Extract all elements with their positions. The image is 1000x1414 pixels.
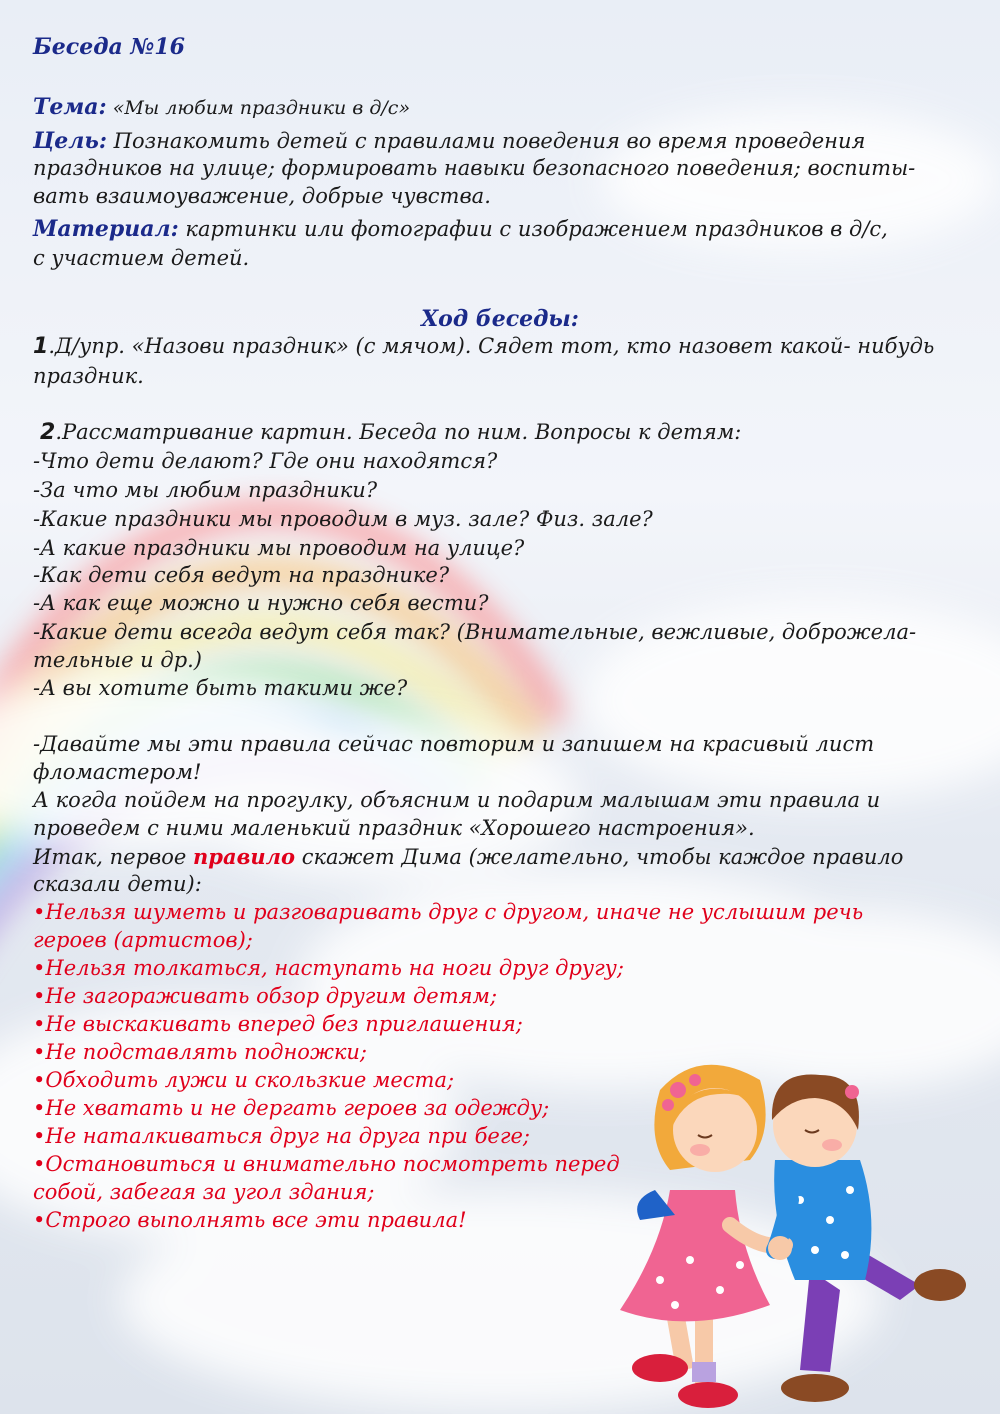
material-label: Материал: (33, 216, 179, 242)
conversation-title: Беседа №16 (33, 34, 185, 60)
goal-line-3: вать взаимоуважение, добрые чувства. (33, 184, 491, 208)
theme-label: Тема: (33, 94, 107, 120)
paragraph-line-1: -Давайте мы эти правила сейчас повторим и запишем на красивый лист (33, 732, 875, 756)
goal-line-1 (33, 130, 865, 152)
material-line-1 (33, 218, 888, 240)
bullet: • (33, 1124, 46, 1148)
step1-line-1 (33, 336, 934, 358)
step1-line-2: праздник. (33, 364, 144, 388)
rule-4: •Не выскакивать вперед без приглашения; (33, 1012, 523, 1036)
question-3: -Какие праздники мы проводим в муз. зале? Физ. зале? (33, 507, 653, 531)
question-1: -Что дети делают? Где они находятся? (33, 449, 498, 473)
rule-7: •Не хватать и не дергать героев за одежду; (33, 1096, 550, 1120)
question-7: -Какие дети всегда ведут себя так? (Внимательные, вежливые, доброжела- (33, 620, 917, 644)
bullet: • (33, 1012, 46, 1036)
bullet: • (33, 1208, 46, 1232)
paragraph-line-4: проведем с ними маленький праздник «Хорошего настроения». (33, 816, 755, 840)
paragraph-line-2: фломастером! (33, 760, 202, 784)
step2-text: .Рассматривание картин. Беседа по ним. Вопросы к детям: (55, 420, 742, 444)
theme-line (33, 96, 410, 118)
intro-line-2: сказали дети): (33, 872, 202, 896)
rule-9-cont: собой, забегая за угол здания; (33, 1180, 375, 1204)
goal-line-2: праздников на улице; формировать навыки безопасного поведения; воспиты- (33, 156, 916, 180)
step2-number: 2 (40, 420, 56, 445)
paragraph-line-3: А когда пойдем на прогулку, объясним и подарим малышам эти правила и (33, 788, 881, 812)
material-line-2: с участием детей. (33, 246, 250, 270)
rule-8: •Не наталкиваться друг на друга при беге; (33, 1124, 530, 1148)
question-2: -За что мы любим праздники? (33, 478, 378, 502)
material-text-1: картинки или фотографии с изображением праздников в д/с, (178, 217, 888, 241)
step2-line (40, 422, 741, 444)
bullet: • (33, 1068, 46, 1092)
step1-text: .Д/упр. «Назови праздник» (с мячом). Сядет тот, кто назовет какой- нибудь (48, 334, 935, 358)
question-4: -А какие праздники мы проводим на улице? (33, 536, 525, 560)
question-6: -А как еще можно и нужно себя вести? (33, 591, 489, 615)
children-illustration (600, 1050, 980, 1414)
rule-2: •Нельзя толкаться, наступать на ноги друг другу; (33, 956, 624, 980)
intro-pre: Итак, первое (33, 845, 194, 869)
rule-6: •Обходить лужи и скользкие места; (33, 1068, 455, 1092)
intro-line-1 (33, 846, 903, 868)
bullet: • (33, 1096, 46, 1120)
bullet: • (33, 956, 46, 980)
theme-value: «Мы любим праздники в д/с» (106, 97, 411, 119)
goal-text-1: Познакомить детей с правилами поведения во время проведения (107, 129, 866, 153)
intro-post: скажет Дима (желательно, чтобы каждое правило (295, 845, 904, 869)
question-8: -А вы хотите быть такими же? (33, 676, 408, 700)
bullet: • (33, 900, 46, 924)
section-heading: Ход беседы: (421, 306, 579, 332)
rule-1-cont: героев (артистов); (33, 928, 253, 952)
bullet: • (33, 1152, 46, 1176)
rule-5: •Не подставлять подножки; (33, 1040, 367, 1064)
rule-1: •Нельзя шуметь и разговаривать друг с другом, иначе не услышим речь (33, 900, 864, 924)
intro-highlight-word: правило (193, 844, 296, 869)
bullet: • (33, 984, 46, 1008)
bullet: • (33, 1040, 46, 1064)
rule-9: •Остановиться и внимательно посмотреть перед (33, 1152, 620, 1176)
question-5: -Как дети себя ведут на празднике? (33, 563, 450, 587)
question-7-cont: тельные и др.) (33, 648, 203, 672)
rule-10: •Строго выполнять все эти правила! (33, 1208, 467, 1232)
goal-label: Цель: (33, 128, 107, 154)
step1-number: 1 (33, 334, 49, 359)
rule-3: •Не загораживать обзор другим детям; (33, 984, 498, 1008)
